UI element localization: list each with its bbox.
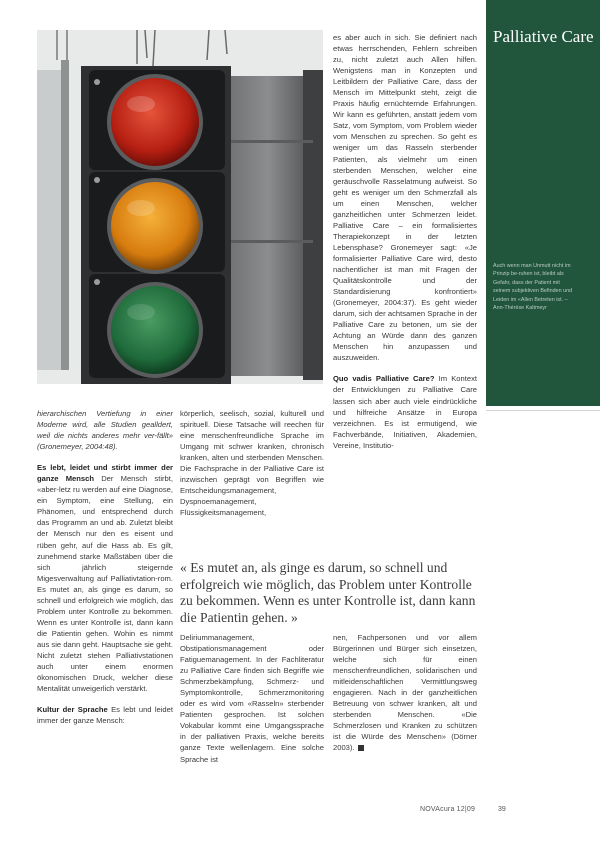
middle-top-text: körperlich, seelisch, sozial, kulturell und spirituell. Diese Tatsache will reechen für eine menschenfreundliche Sprache im Umgang mit schwer kranken, chronisch kranken, alten und sterbenden Menschen. Die Fachsprache in der Palliative Care ist inzwischen geprägt von Begriffen wie Entscheidungsmanagement, Dyspnoemanagement, Flüssigkeitsmanagement, [180, 409, 324, 518]
sidebar-green-panel [486, 0, 600, 406]
column-left [37, 408, 173, 726]
right-bottom-paragraph [333, 632, 477, 754]
section-quo-vadis [333, 373, 477, 450]
section-1 [37, 462, 173, 694]
right-bottom-text: nen, Fachpersonen und vor allem Bürgerinnen und Bürger sich einsetzen, welche sich für einen menschenfreundlichen, solidarischen und mitleidenschaftlichen Vermittlungsweg engagieren. Nach in der ganzheitlichen Betreuung von schwer kranken, alt und sterbenden Menschen. «Die Schmerzlosen und Kranken zu schützen ist die Würde des Menschen» (Dörner 2003). [333, 633, 477, 753]
middle-bottom-text: Deliriummanagement, Obstipationsmanagement oder Fatiguemanagement. In der Fachliteratur zu Palliative Care finden sich Begriffe wie Schmerzbekämpfung, Schmerz- und Symptomkontrolle, Schmerzmonitoring oder es wird vom «Rasseln» sterbender Patienten gesprochen. Ist solchen Vokabular kommt eine Umgangssprache in der palliativen Praxis, welche bereits ganze Texte wellenlagern. Eine solche Sprache ist [180, 633, 324, 764]
column-middle-top [180, 408, 324, 518]
section-1-heading: Es lebt, leidet und stirbt immer der ganze Mensch [37, 463, 173, 484]
traffic-light-photo [37, 30, 323, 384]
page-number: 39 [498, 806, 506, 813]
column-right-bottom [333, 632, 477, 754]
column-right-top [333, 32, 477, 451]
sidebar-quote: Auch wenn man Unmutt nicht im Prinzip be-ruhen ist, bleibt als Gefahr, dass der Patient mit seinem subjektiven Befinden und Leiden im «Allen Betreten ist. –Ann-Thérèse Kaltmeyr [493, 263, 573, 312]
intro-italic-text: hierarchischen Vertiefung in einer Moderne wird, alle Studien gealldert, weil die nichts anderes mehr ver-fällt» (Gronemeyer, 2004:48). [37, 409, 173, 452]
section-2 [37, 704, 173, 726]
quo-vadis-heading: Quo vadis Palliative Care? [333, 374, 435, 384]
end-of-article-icon [358, 745, 364, 751]
sidebar-divider [486, 410, 600, 411]
column-middle-bottom [180, 632, 324, 765]
pull-quote: « Es mutet an, als ginge es darum, so schnell und erfolgreich wie möglich, das Problem unter Kontrolle zu bekommen. Wenn es unter Kontrolle ist, dann kann die Patientin gehen. » [180, 560, 476, 625]
section-2-body: Es lebt und leidet immer der ganze Mensch: [37, 705, 173, 726]
quo-vadis-body: Im Kontext der Entwicklungen zu Palliative Care lassen sich aber auch viele eindrückliche und hilfreiche Ansätze in Europa verzeichnen. Es ist ermutigend, wie Fachverbände, Initiativen, Akademien, Vereine, Institutio- [333, 374, 477, 450]
footer-magazine: NOVAcura 12|09 [420, 806, 476, 813]
sidebar-title: Palliative Care [493, 27, 594, 46]
section-1-body: Der Mensch stirbt, «aber-letz ru werden auf eine Diagnose, ein Symptom, eine Stellung, ein Phänomen, und entsprechend durch das Programm an und ab. Zuletzt bleibt der Mensch nur den es eisent und rüben gehr, auf die Hass ab. Es gilt, zunehmend starke Maßstäben über die sich jährlich steigernde Migesverwaltung auf Palliativtation-rom. Es mutet an, als ginge es darum, so schnell und erfolgreich wie möglich, das Problem unter Kontrolle zu bekommen. Wenn es unter Kontrolle ist, dann kann die Patientin gehen. Wohin es nimmt aus sie dann geht. Hauptsache sie geht. Nicht zuletzt stehen Palliativstationen auch unter einem enormen ökonomischen Druck, welcher diese Mentalität unweigerlich verstärkt. [37, 474, 173, 694]
right-top-text: es aber auch in sich. Sie definiert nach etwas herrschenden, Fehlern schreiben zu, nicht zuletzt auch Allen hilfen. Wenigstens man in Konzepten und Leitbildern der Palliative Care, dass der Mensch im Mittelpunkt steht, zeigt die Praxis häufig ernüchternde Erfahrungen. Wir kann es geführten, anstatt jedem vom Satz, vom Symptom, vom Problem wieder vom Menschen zu sprechen. So geht es weniger um das Rasseln sterbender Patienten, als vielmehr um einen sterbenden Menschen, welcher eine geräuschvolle Rasselatmung aufweist. So geht es weniger um den Schmerzfall als um einen Menschen, welcher ganzheitlichen unter Schmerzen leidet. Palliative Care – ein formalisiertes Therapiekonzept in der letzten Lebensphase? Gronemeyer sagt: «Je formalisierter Palliative Care wird, desto nachentlicher ist man mit Fragen der Qualitätskontrolle und der Standardisierung konfrontiert» (Gronemeyer, 2004:37). Es geht wieder darum, sich der achtsamen Sprache in der Palliative Care zu betonen, um sie der Achtung an Würde dann des ganzen Menschen hin anzupassen und auszuweiden. [333, 33, 477, 363]
section-2-heading: Kultur der Sprache [37, 705, 108, 715]
